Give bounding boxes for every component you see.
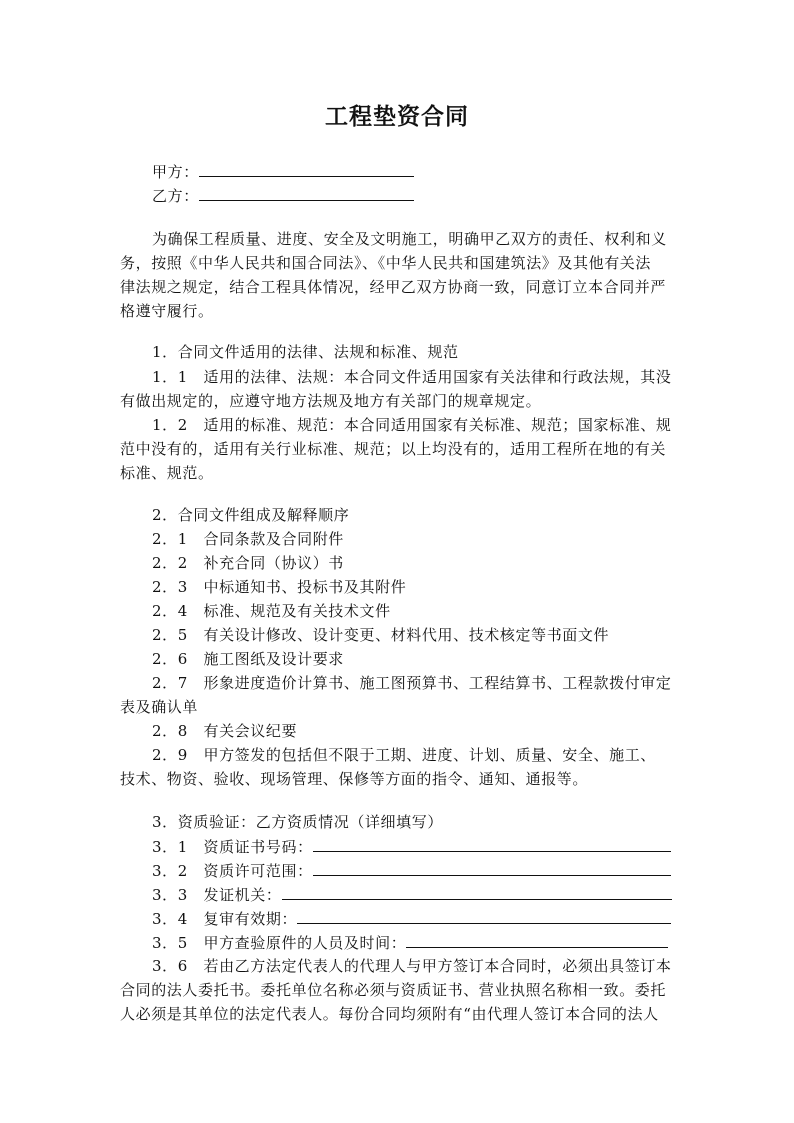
field-3-4 — [152, 906, 680, 931]
field-3-5-label: 3．5 甲方查验原件的人员及时间： — [152, 934, 407, 952]
intro-line: 为确保工程质量、进度、安全及文明施工，明确甲乙双方的责任、权利和义 — [152, 230, 667, 248]
clause-1-2-cont: 范中没有的，适用有关行业标准、规范；以上均没有的，适用工程所在地的有关 — [120, 440, 667, 458]
clause-1-1-cont: 有做出规定的，应遵守地方法规及地方有关部门的规章规定。 — [120, 392, 542, 410]
section-1-heading: 1．合同文件适用的法律、法规和标准、规范 — [152, 343, 459, 361]
party-b-blank[interactable] — [199, 183, 414, 201]
field-3-2 — [152, 858, 680, 883]
party-a-line — [152, 159, 712, 184]
field-3-3-blank[interactable] — [282, 882, 672, 900]
field-3-1 — [152, 834, 680, 859]
field-3-2-label: 3．2 资质许可范围： — [152, 862, 313, 880]
document-title: 工程垫资合同 — [325, 103, 469, 130]
clause-2-5: 2．5 有关设计修改、设计变更、材料代用、技术核定等书面文件 — [152, 626, 610, 644]
field-3-4-blank[interactable] — [297, 906, 671, 924]
field-3-5-blank[interactable] — [406, 930, 668, 948]
clause-3-6-cont: 人必须是其单位的法定代表人。每份合同均须附有“由代理人签订本合同的法人 — [120, 1005, 659, 1023]
clause-2-6: 2．6 施工图纸及设计要求 — [152, 650, 344, 668]
intro-line: 格遵守履行。 — [120, 302, 214, 320]
party-b-label: 乙方： — [152, 187, 199, 205]
party-b-line — [152, 183, 712, 208]
clause-1-2: 1．2 适用的标准、规范：本合同适用国家有关标准、规范；国家标准、规 — [152, 416, 672, 434]
clause-2-4: 2．4 标准、规范及有关技术文件 — [152, 602, 391, 620]
section-3-heading: 3．资质验证：乙方资质情况（详细填写） — [152, 813, 443, 831]
clause-2-9-cont: 技术、物资、验收、现场管理、保修等方面的指令、通知、通报等。 — [120, 770, 589, 788]
clause-2-3: 2．3 中标通知书、投标书及其附件 — [152, 578, 407, 596]
field-3-3-label: 3．3 发证机关： — [152, 886, 282, 904]
section-2-heading: 2．合同文件组成及解释顺序 — [152, 506, 350, 524]
field-3-3 — [152, 882, 680, 907]
field-3-5 — [152, 930, 680, 955]
clause-3-6-cont: 合同的法人委托书。委托单位名称必须与资质证书、营业执照名称相一致。委托 — [120, 981, 667, 999]
clause-2-2: 2．2 补充合同（协议）书 — [152, 554, 344, 572]
intro-line: 律法规之规定，结合工程具体情况，经甲乙双方协商一致，同意订立本合同并严 — [120, 278, 667, 296]
field-3-1-label: 3．1 资质证书号码： — [152, 838, 313, 856]
clause-1-1: 1．1 适用的法律、法规：本合同文件适用国家有关法律和行政法规，其没 — [152, 368, 672, 386]
clause-1-2-cont: 标准、规范。 — [120, 464, 214, 482]
clause-2-9: 2．9 甲方签发的包括但不限于工期、进度、计划、质量、安全、施工、 — [152, 746, 656, 764]
intro-line: 务，按照《中华人民共和国合同法》、《中华人民共和国建筑法》及其他有关法 — [120, 254, 652, 272]
field-3-2-blank[interactable] — [313, 858, 671, 876]
party-a-blank[interactable] — [199, 159, 414, 177]
field-3-1-blank[interactable] — [313, 834, 671, 852]
clause-2-8: 2．8 有关会议纪要 — [152, 722, 298, 740]
field-3-4-label: 3．4 复审有效期： — [152, 910, 298, 928]
clause-2-7-cont: 表及确认单 — [120, 698, 199, 716]
clause-2-7: 2．7 形象进度造价计算书、施工图预算书、工程结算书、工程款拨付审定 — [152, 674, 672, 692]
clause-3-6: 3．6 若由乙方法定代表人的代理人与甲方签订本合同时，必须出具签订本 — [152, 957, 672, 975]
party-a-label: 甲方： — [152, 163, 199, 181]
clause-2-1: 2．1 合同条款及合同附件 — [152, 530, 344, 548]
